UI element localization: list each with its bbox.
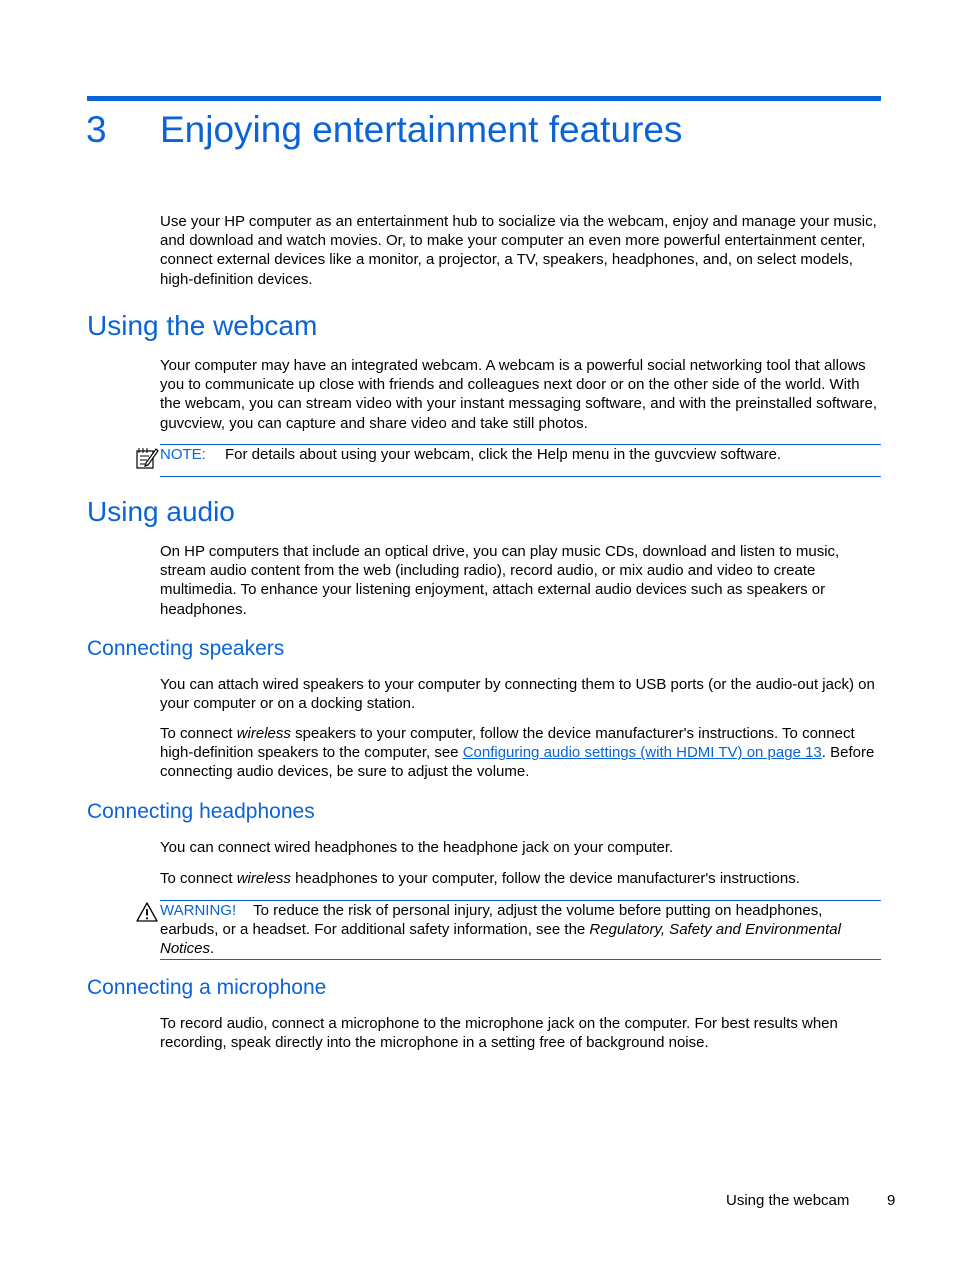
footer-section-title: Using the webcam <box>726 1192 850 1209</box>
heading-connecting-speakers: Connecting speakers <box>87 637 285 660</box>
microphone-paragraph: To record audio, connect a microphone to the microphone jack on the computer. For best results when recording, speak directly into the microphone in a setting free of background noise. <box>160 1015 838 1052</box>
chapter-number: 3 <box>86 109 107 150</box>
headphones-paragraph-2 <box>160 869 882 888</box>
note-icon <box>135 446 159 470</box>
heading-connecting-headphones: Connecting headphones <box>87 800 315 823</box>
speakers-p2-b: speakers to your computer, follow the device manufacturer's instructions. To connect high-definition speakers to the computer, see <box>160 725 855 762</box>
headphones-p2-emphasis: wireless <box>236 870 291 887</box>
chapter-title <box>86 106 682 156</box>
warning-box <box>160 900 881 960</box>
heading-connecting-microphone: Connecting a microphone <box>87 976 327 999</box>
speakers-p2-a: To connect <box>160 725 237 742</box>
heading-using-webcam: Using the webcam <box>87 310 318 341</box>
note-label-colored: NOTE: <box>160 446 206 463</box>
warning-end: . <box>210 940 215 958</box>
headphones-paragraph-1: You can connect wired headphones to the headphone jack on your computer. <box>160 839 674 856</box>
heading-using-audio: Using audio <box>87 496 235 527</box>
warning-text-block <box>160 901 881 959</box>
note-text: For details about using your webcam, click the Help menu in the guvcview software. <box>225 446 782 463</box>
headphones-p2-b: headphones to your computer, follow the device manufacturer's instructions. <box>290 870 800 887</box>
warning-icon <box>136 902 158 922</box>
chapter-rule <box>87 96 881 101</box>
speakers-p2-emphasis: wireless <box>236 725 291 742</box>
warning-text: To reduce the risk of personal injury, adjust the volume before putting on headphones, earbuds, or a headset. For additional safety information, see the <box>160 902 823 939</box>
speakers-p2-c: . Before connecting audio devices, be sure to adjust the volume. <box>160 744 875 781</box>
chapter-title-text: Enjoying entertainment features <box>160 109 683 150</box>
warning-emphasis: Regulatory, Safety and Environmental Notices <box>160 921 841 958</box>
warning-label: WARNING! <box>160 902 237 919</box>
webcam-paragraph: Your computer may have an integrated webcam. A webcam is a powerful social networking tool that allows you to communicate up close with friends and colleagues next door or on the other side of the world. With the webcam, you can stream video with your instant messaging software, and with the preinstalled software, guvcview, you can capture and share video and take still photos. <box>160 357 878 432</box>
audio-paragraph: On HP computers that include an optical drive, you can play music CDs, download and listen to music, stream audio content from the web (including radio), record audio, or mix audio and video to create multimedia. To enhance your listening enjoyment, attach external audio devices such as speakers or headphones. <box>160 543 840 618</box>
headphones-p2-a: To connect <box>160 870 237 887</box>
speakers-paragraph-2 <box>160 724 882 782</box>
note-box <box>160 444 881 477</box>
intro-paragraph: Use your HP computer as an entertainment hub to socialize via the webcam, enjoy and manage your music, and download and watch movies. Or, to make your computer an even more powerful entertainment center, connect external devices like a monitor, a projector, a TV, speakers, headphones, and, on select models, high-definition devices. <box>160 213 877 288</box>
footer-page-number: 9 <box>887 1192 896 1209</box>
speakers-paragraph-1: You can attach wired speakers to your computer by connecting them to USB ports (or the audio-out jack) on your computer or on a docking station. <box>160 676 875 713</box>
audio-settings-link[interactable]: Configuring audio settings (with HDMI TV) on page 13 <box>462 744 822 762</box>
